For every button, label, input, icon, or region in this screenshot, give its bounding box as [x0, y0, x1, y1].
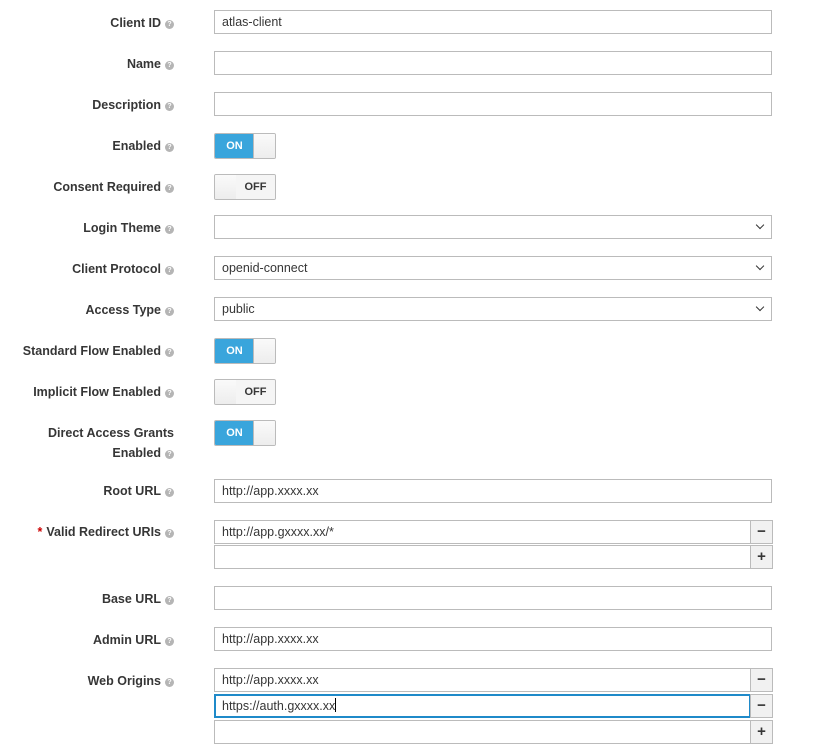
- login-theme-select[interactable]: [214, 215, 772, 239]
- label-consent-required: Consent Required ?: [53, 177, 174, 197]
- toggle-knob: [253, 134, 275, 158]
- help-icon[interactable]: ?: [165, 678, 174, 687]
- description-input[interactable]: [214, 92, 772, 116]
- label-valid-redirect-uris: * Valid Redirect URIs ?: [38, 522, 175, 542]
- chevron-down-icon: [756, 221, 764, 229]
- name-input[interactable]: [214, 51, 772, 75]
- client-id-input[interactable]: atlas-client: [214, 10, 772, 34]
- help-icon[interactable]: ?: [165, 389, 174, 398]
- toggle-knob: [253, 339, 275, 363]
- label-name: Name ?: [127, 54, 174, 74]
- toggle-off-label: OFF: [236, 175, 275, 199]
- label-standard-flow: Standard Flow Enabled ?: [23, 341, 174, 361]
- client-protocol-value: openid-connect: [222, 261, 308, 275]
- new-redirect-uri-input[interactable]: [214, 545, 751, 569]
- enabled-toggle[interactable]: [214, 133, 276, 159]
- web-origin-text: https://auth.gxxxx.xx: [222, 699, 336, 713]
- redirect-uri-input[interactable]: http://app.gxxxx.xx/*: [214, 520, 751, 544]
- web-origin-input-focused[interactable]: [214, 694, 751, 718]
- label-client-protocol: Client Protocol ?: [72, 259, 174, 279]
- implicit-flow-toggle[interactable]: [214, 379, 276, 405]
- help-icon[interactable]: ?: [165, 596, 174, 605]
- remove-web-origin-button[interactable]: −: [750, 668, 773, 692]
- web-origin-input[interactable]: http://app.xxxx.xx: [214, 668, 751, 692]
- help-icon[interactable]: ?: [165, 102, 174, 111]
- access-type-select[interactable]: [214, 297, 772, 321]
- standard-flow-toggle[interactable]: [214, 338, 276, 364]
- help-icon[interactable]: ?: [165, 184, 174, 193]
- toggle-on-label: ON: [215, 134, 254, 158]
- label-enabled: Enabled ?: [112, 136, 174, 156]
- label-direct-access-grants: Direct Access Grants Enabled ?: [48, 426, 174, 460]
- label-implicit-flow: Implicit Flow Enabled ?: [33, 382, 174, 402]
- toggle-on-label: ON: [215, 421, 254, 445]
- remove-web-origin-button[interactable]: −: [750, 694, 773, 718]
- base-url-input[interactable]: [214, 586, 772, 610]
- direct-access-grants-toggle[interactable]: [214, 420, 276, 446]
- label-login-theme: Login Theme ?: [83, 218, 174, 238]
- admin-url-input[interactable]: http://app.xxxx.xx: [214, 627, 772, 651]
- help-icon[interactable]: ?: [165, 225, 174, 234]
- toggle-knob: [215, 380, 237, 404]
- toggle-off-label: OFF: [236, 380, 275, 404]
- required-marker: *: [37, 525, 43, 539]
- label-access-type: Access Type ?: [85, 300, 174, 320]
- label-client-id: Client ID ?: [110, 13, 174, 33]
- help-icon[interactable]: ?: [165, 20, 174, 29]
- add-web-origin-button[interactable]: +: [750, 720, 773, 744]
- help-icon[interactable]: ?: [165, 529, 174, 538]
- toggle-on-label: ON: [215, 339, 254, 363]
- label-web-origins: Web Origins ?: [88, 671, 174, 691]
- help-icon[interactable]: ?: [165, 266, 174, 275]
- add-redirect-uri-button[interactable]: +: [750, 545, 773, 569]
- help-icon[interactable]: ?: [165, 61, 174, 70]
- help-icon[interactable]: ?: [165, 348, 174, 357]
- help-icon[interactable]: ?: [165, 488, 174, 497]
- label-description: Description ?: [92, 95, 174, 115]
- label-base-url: Base URL ?: [102, 589, 174, 609]
- toggle-knob: [253, 421, 275, 445]
- text-caret: [335, 698, 336, 712]
- help-icon[interactable]: ?: [165, 450, 174, 459]
- remove-redirect-uri-button[interactable]: −: [750, 520, 773, 544]
- label-admin-url: Admin URL ?: [93, 630, 174, 650]
- root-url-input[interactable]: http://app.xxxx.xx: [214, 479, 772, 503]
- help-icon[interactable]: ?: [165, 307, 174, 316]
- consent-required-toggle[interactable]: [214, 174, 276, 200]
- new-web-origin-input[interactable]: [214, 720, 751, 744]
- help-icon[interactable]: ?: [165, 143, 174, 152]
- label-root-url: Root URL ?: [103, 481, 174, 501]
- client-protocol-select[interactable]: [214, 256, 772, 280]
- access-type-value: public: [222, 302, 255, 316]
- help-icon[interactable]: ?: [165, 637, 174, 646]
- toggle-knob: [215, 175, 237, 199]
